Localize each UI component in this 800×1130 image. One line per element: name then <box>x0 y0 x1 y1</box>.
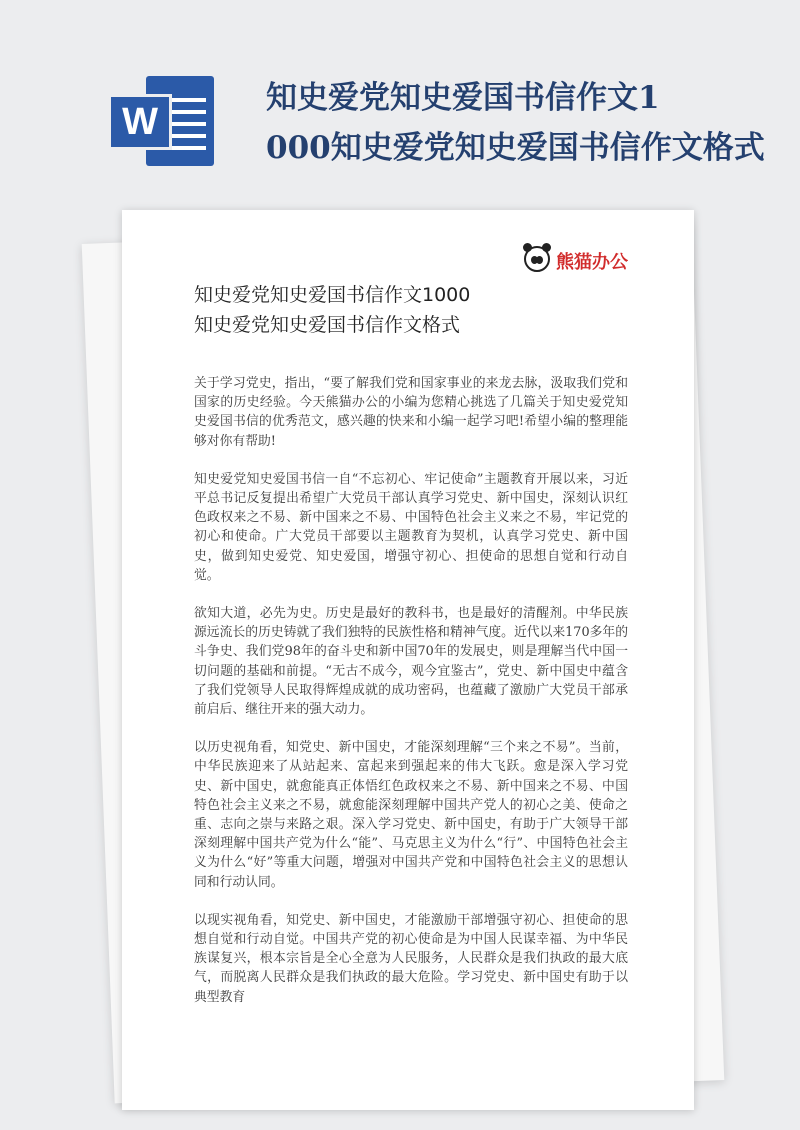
paragraph: 欲知大道，必先为史。历史是最好的教科书，也是最好的清醒剂。中华民族源远流长的历史铸就了我们独特的民族性格和精神气度。近代以来170多年的斗争史、我们党98年的奋斗史和新中国70年的发展史，则是理解当代中国一切问题的基础和前提。“无古不成今，观今宜鉴古”，党史、新中国史中蕴含了我们党领导人民取得辉煌成就的成功密码，也蕴藏了激励广大党员干部承前启后、继往开来的强大动力。 <box>194 606 628 718</box>
paragraph: 以现实视角看，知党史、新中国史，才能激励干部增强守初心、担使命的思想自觉和行动自觉。中国共产党的初心使命是为中国人民谋幸福、为中华民族谋复兴，根本宗旨是全心全意为人民服务，人民群众是我们执政的最大底气，而脱离人民群众是我们执政的最大危险。学习党史、新中国史有助于以典型教育 <box>194 912 628 1005</box>
paragraph: 知史爱党知史爱国书信一自“不忘初心、牢记使命”主题教育开展以来，习近平总书记反复提出希望广大党员干部认真学习党史、新中国史，深刻认识红色政权来之不易、新中国来之不易、中国特色社会主义来之不易，牢记党的初心和使命。广大党员干部要以主题教育为契机，认真学习党史、新中国史，做到知史爱党、知史爱国，增强守初心、担使命的思想自觉和行动自觉。 <box>194 471 628 583</box>
brand-name: 熊猫办公 <box>556 252 628 273</box>
panda-icon <box>524 246 550 272</box>
document-title-line2: 知史爱党知史爱国书信作文格式 <box>194 314 461 336</box>
word-icon-letter: W <box>108 94 172 150</box>
document-title-line1: 知史爱党知史爱国书信作文1000 <box>194 284 471 306</box>
document-title <box>194 280 634 340</box>
header-title-line1: 知史爱党知史爱国书信作文1 <box>266 80 660 116</box>
document-page <box>122 210 694 1110</box>
word-document-icon <box>108 76 214 166</box>
word-icon-line <box>166 122 206 126</box>
word-icon-line <box>166 98 206 102</box>
header-title-line2: 000知史爱党知史爱国书信作文格式 <box>266 130 765 166</box>
word-icon-line <box>166 146 206 150</box>
page-header <box>0 0 800 200</box>
brand-logo <box>524 246 644 276</box>
paragraph-intro: 关于学习党史，指出，“要了解我们党和国家事业的来龙去脉，汲取我们党和国家的历史经验。今天熊猫办公的小编为您精心挑选了几篇关于知史爱党知史爱国书信的优秀范文，感兴趣的快来和小编一起学习吧!希望小编的整理能够对你有帮助! <box>194 376 628 449</box>
paragraph: 以历史视角看，知党史、新中国史，才能深刻理解“三个来之不易”。当前，中华民族迎来了从站起来、富起来到强起来的伟大飞跃。愈是深入学习党史、新中国史，就愈能真正体悟红色政权来之不易、新中国来之不易、中国特色社会主义来之不易，就愈能深刻理解中国共产党人的初心之美、使命之重、志向之崇与来路之艰。深入学习党史、新中国史，有助于广大领导干部深刻理解中国共产党为什么“能”、马克思主义为什么“行”、中国特色社会主义为什么“好”等重大问题，增强对中国共产党和中国特色社会主义的思想认同和行动认同。 <box>194 740 628 890</box>
document-body <box>194 374 628 1026</box>
word-icon-line <box>166 134 206 138</box>
word-icon-line <box>166 110 206 114</box>
